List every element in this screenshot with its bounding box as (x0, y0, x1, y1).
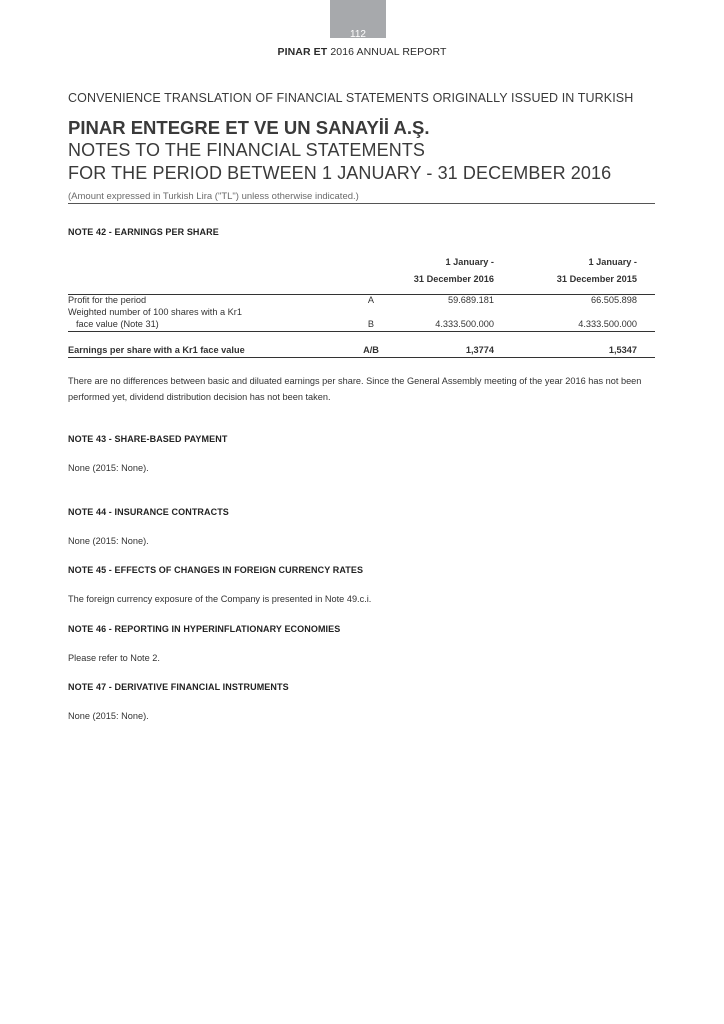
note-42-heading: NOTE 42 - EARNINGS PER SHARE (68, 227, 219, 237)
report-suffix: 2016 ANNUAL REPORT (327, 46, 447, 58)
note-43-text: None (2015: None). (68, 463, 149, 473)
note-45-heading: NOTE 45 - EFFECTS OF CHANGES IN FOREIGN CURRENCY RATES (68, 565, 364, 575)
page-number: 112 (350, 29, 366, 40)
column-2015-line1: 1 January - (588, 257, 637, 267)
period-title: FOR THE PERIOD BETWEEN 1 JANUARY - 31 DECEMBER 2016 (68, 163, 612, 183)
convenience-translation-line: CONVENIENCE TRANSLATION OF FINANCIAL STATEMENTS ORIGINALLY ISSUED IN TURKISH (68, 91, 634, 105)
row-shares-2015: 4.333.500.000 (578, 319, 637, 329)
note-44-heading: NOTE 44 - INSURANCE CONTRACTS (68, 507, 229, 517)
notes-title: NOTES TO THE FINANCIAL STATEMENTS (68, 140, 426, 160)
note-42-text-line1: There are no differences between basic and diluated earnings per share. Since the General Assembly meeting of the year 2016 has not been (68, 376, 642, 386)
row-shares-2016: 4.333.500.000 (435, 319, 494, 329)
note-47-heading: NOTE 47 - DERIVATIVE FINANCIAL INSTRUMENTS (68, 682, 289, 692)
row-eps-label: Earnings per share with a Kr1 face value (68, 345, 245, 355)
page-number-tab (330, 0, 386, 38)
row-shares-ref: B (367, 319, 375, 329)
note-42-text-line2: performed yet, dividend distribution decision has not been taken. (68, 392, 331, 402)
note-47-text: None (2015: None). (68, 711, 149, 721)
row-profit-2015: 66.505.898 (591, 295, 637, 305)
column-header-2016 (374, 254, 494, 288)
column-2016-line1: 1 January - (445, 257, 494, 267)
row-shares-label: Weighted number of 100 shares with a Kr1 (68, 307, 242, 317)
note-46-text: Please refer to Note 2. (68, 653, 160, 663)
company-name: PINAR ENTEGRE ET VE UN SANAYİİ A.Ş. (68, 117, 430, 138)
column-2015-line2: 31 December 2015 (556, 274, 637, 284)
header-divider (68, 203, 655, 204)
row-shares-label2: face value (Note 31) (76, 319, 159, 329)
note-45-text: The foreign currency exposure of the Company is presented in Note 49.c.i. (68, 594, 372, 604)
column-2016-line2: 31 December 2016 (413, 274, 494, 284)
row-eps-2015: 1,5347 (608, 345, 637, 355)
note-43-heading: NOTE 43 - SHARE-BASED PAYMENT (68, 434, 228, 444)
row-eps-ref: A/B (363, 345, 379, 355)
note-44-text: None (2015: None). (68, 536, 149, 546)
row-eps-2016: 1,3774 (465, 345, 494, 355)
note-46-heading: NOTE 46 - REPORTING IN HYPERINFLATIONARY ECONOMIES (68, 624, 341, 634)
report-brand: PINAR ET (277, 46, 328, 58)
note-42-text (68, 373, 641, 405)
row-profit-label: Profit for the period (68, 295, 147, 305)
table-bottom-rule (68, 357, 655, 358)
row-profit-ref: A (367, 295, 375, 305)
column-header-2015 (517, 254, 637, 288)
report-title (0, 46, 724, 58)
amount-note: (Amount expressed in Turkish Lira ("TL") unless otherwise indicated.) (68, 191, 359, 202)
row-profit-2016: 59.689.181 (448, 295, 494, 305)
table-mid-rule (68, 331, 655, 332)
